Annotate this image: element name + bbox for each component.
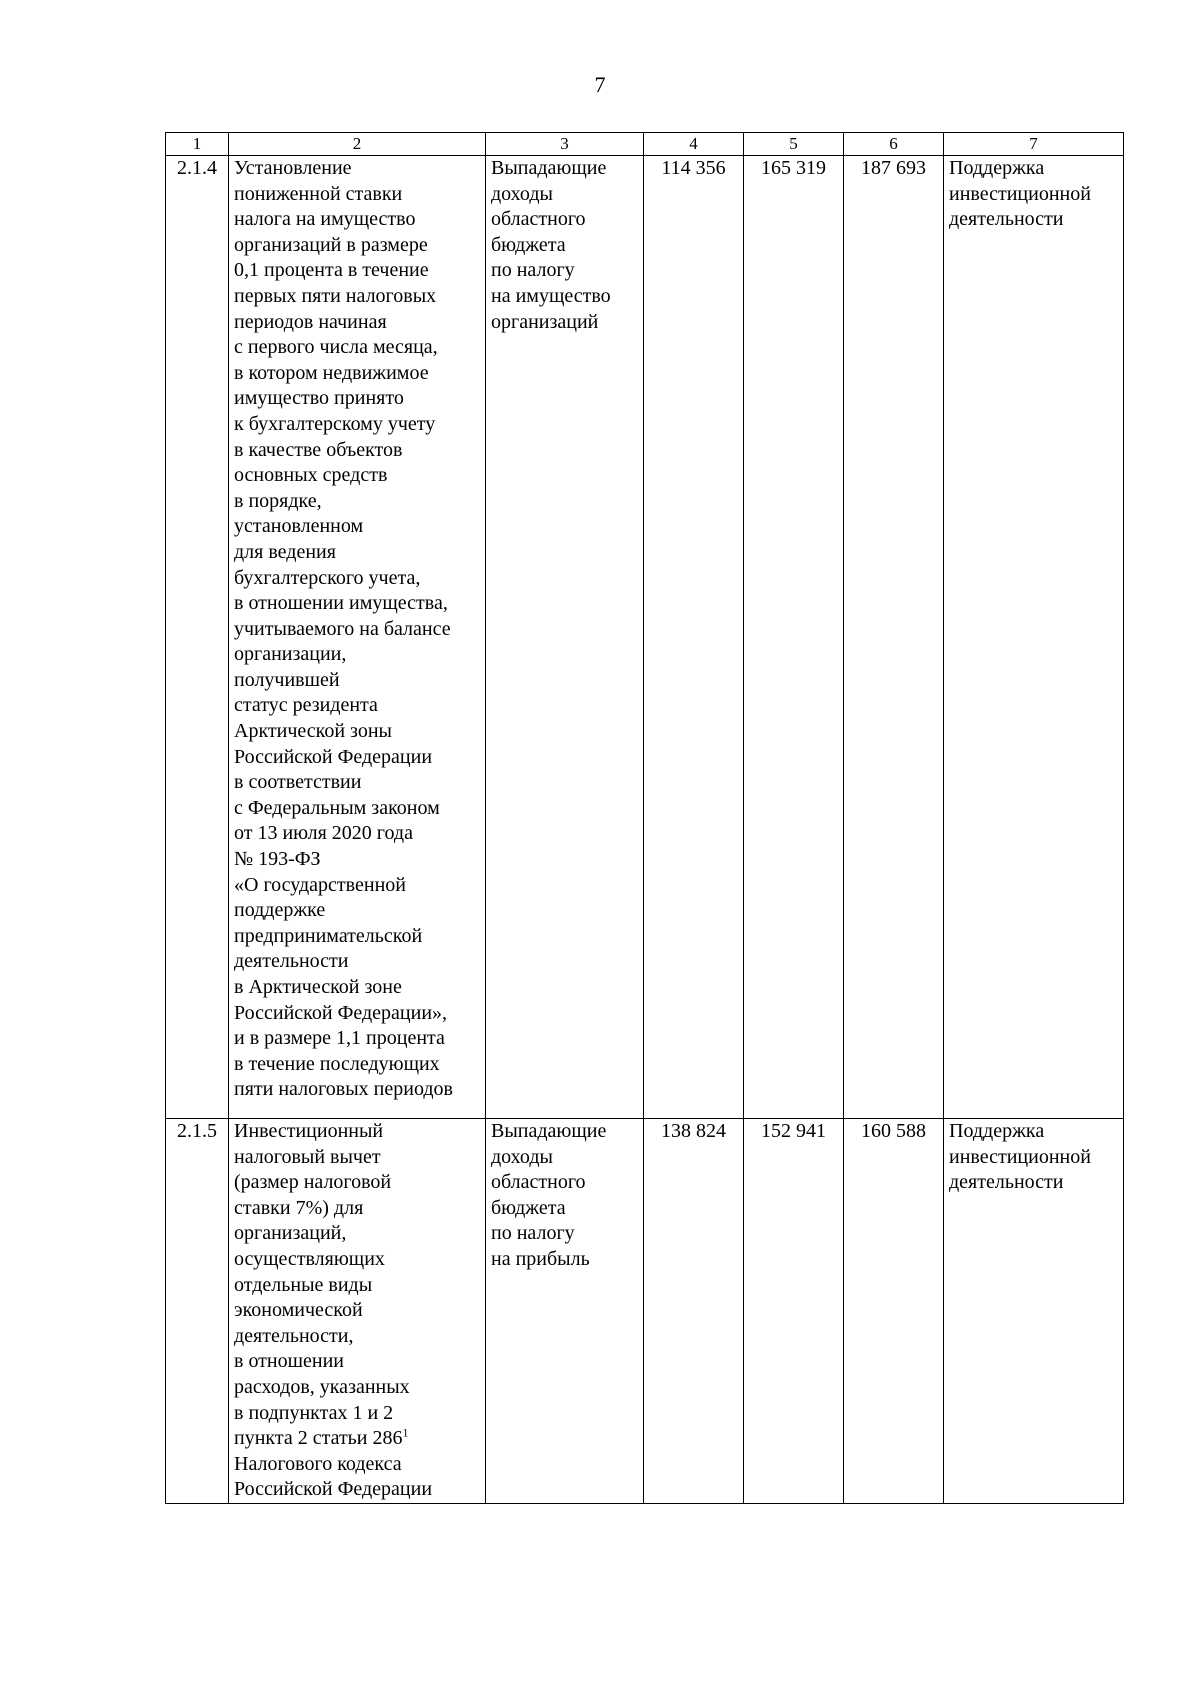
- measure-description: Установление пониженной ставки налога на имущество организаций в размере 0,1 процента в течение первых пяти налоговых периодов начиная с первого числа месяца, в котором недвижимое имущество принято к бухгалтерскому учету в качестве объектов основных средств в порядке, установленном для ведения бухгалтерского учета, в отношении имущества, учитываемого на балансе организации, получившей статус резидента Арктической зоны Российской Федерации в соответствии с Федеральным законом от 13 июля 2020 года № 193-ФЗ «О государственной поддержке предпринимательской деятельности в Арктической зоне Российской Федерации», и в размере 1,1 процента в течение последующих пяти налоговых периодов: [229, 156, 486, 1119]
- page-number: 7: [594, 72, 606, 97]
- value-col5: 165 319: [744, 156, 844, 1119]
- value-col6: 160 588: [844, 1119, 944, 1504]
- column-header: 7: [944, 133, 1124, 156]
- measure-description-text: Инвестиционный налоговый вычет (размер налоговой ставки 7%) для организаций, осуществляющих отдельные виды экономической деятельности, в отношении расходов, указанных в подпунктах 1 и 2 пункта 2 статьи 286: [234, 1120, 410, 1450]
- column-header: 5: [744, 133, 844, 156]
- column-header: 4: [644, 133, 744, 156]
- column-header: 6: [844, 133, 944, 156]
- table-row: [166, 156, 1124, 1119]
- superscript: 1: [402, 1425, 409, 1440]
- table-row: [166, 1119, 1124, 1504]
- measure-description-tail: Налогового кодекса Российской Федерации: [234, 1452, 433, 1501]
- row-number: 2.1.4: [166, 156, 229, 1119]
- column-number-row: [166, 133, 1124, 156]
- column-header: 3: [486, 133, 644, 156]
- value-col4: 114 356: [644, 156, 744, 1119]
- goal: Поддержка инвестиционной деятельности: [944, 156, 1124, 1119]
- row-number: 2.1.5: [166, 1119, 229, 1504]
- goal: Поддержка инвестиционной деятельности: [944, 1119, 1124, 1504]
- column-header: 1: [166, 133, 229, 156]
- value-col6: 187 693: [844, 156, 944, 1119]
- expenditure-type: Выпадающие доходы областного бюджета по налогу на имущество организаций: [486, 156, 644, 1119]
- tax-expenditure-table: [165, 132, 1124, 1504]
- measure-description: [229, 1119, 486, 1504]
- value-col4: 138 824: [644, 1119, 744, 1504]
- expenditure-type: Выпадающие доходы областного бюджета по налогу на прибыль: [486, 1119, 644, 1504]
- column-header: 2: [229, 133, 486, 156]
- value-col5: 152 941: [744, 1119, 844, 1504]
